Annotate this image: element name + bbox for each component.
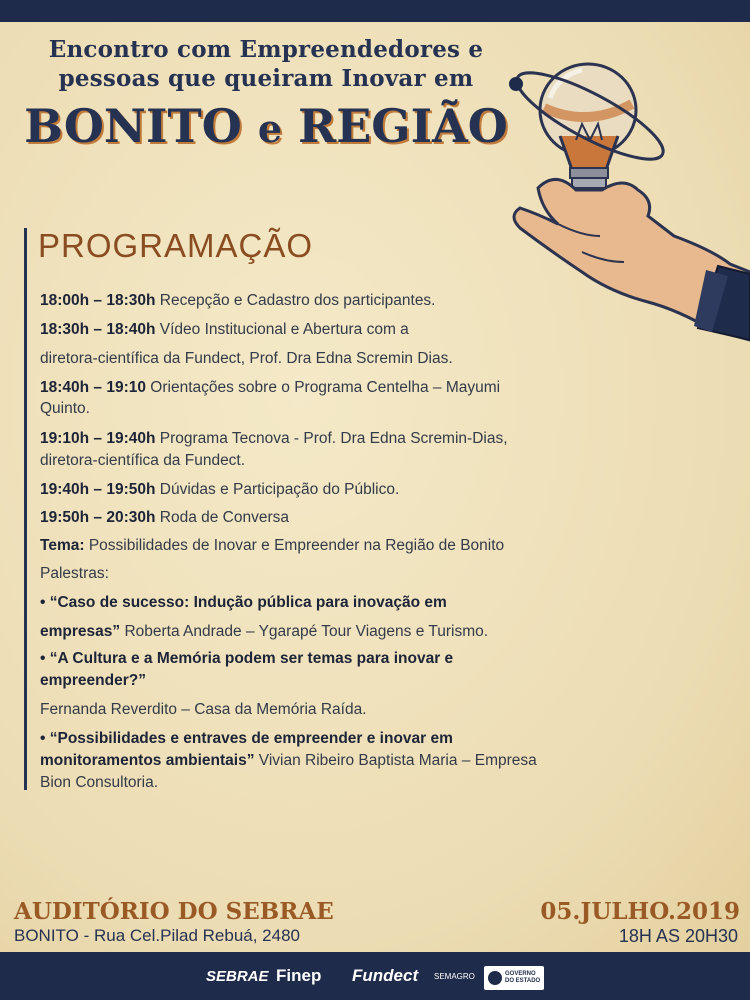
schedule-row: [40, 774, 158, 792]
schedule-row: [40, 565, 109, 583]
event-time: 18H AS 20H30: [618, 926, 738, 946]
schedule-text: Programa Tecnova - Prof. Dra Edna Scremin-Dias,: [155, 430, 508, 447]
schedule-row: [40, 481, 399, 499]
hand-holding-lightbulb-icon: [498, 40, 750, 380]
schedule-text: Vivian Ribeiro Baptista Maria – Empresa: [254, 752, 537, 769]
title-bonito: BONITO: [24, 99, 242, 153]
top-border-band: [0, 0, 750, 22]
schedule-text: Recepção e Cadastro dos participantes.: [155, 292, 436, 309]
schedule-text: Bion Consultoria.: [40, 774, 159, 791]
governo-crest-icon: [488, 971, 502, 985]
schedule-time: empreender?”: [40, 672, 146, 689]
schedule-row: [40, 730, 453, 748]
schedule-row: [40, 292, 436, 310]
schedule-time: 19:50h – 20:30h: [40, 509, 156, 526]
schedule-row: [40, 650, 453, 668]
poster-subtitle: [16, 35, 516, 93]
schedule-row: [40, 350, 453, 368]
semagro-logo: SEMAGRO: [434, 972, 475, 981]
schedule-row: [40, 672, 146, 690]
fundect-logo: Fundect: [352, 966, 419, 985]
schedule-text: Roberta Andrade – Ygarapé Tour Viagens e Turismo.: [120, 623, 489, 640]
event-date: 05.JULHO.2019: [540, 898, 740, 925]
schedule-row: [40, 752, 537, 770]
schedule-time: 18:00h – 18:30h: [40, 292, 156, 309]
schedule-row: [40, 452, 245, 470]
schedule-text: Possibilidades de Inovar e Empreender na Região de Bonito: [84, 537, 505, 554]
schedule-text: Fernanda Reverdito – Casa da Memória Raída.: [40, 701, 367, 718]
schedule-time: empresas”: [40, 623, 121, 640]
schedule-text: Quinto.: [40, 400, 90, 417]
schedule-time: monitoramentos ambientais”: [40, 752, 255, 769]
schedule-row: [40, 701, 367, 719]
title-regiao: REGIÃO: [298, 99, 508, 153]
schedule-text: diretora-científica da Fundect, Prof. Dra Edna Scremin Dias.: [40, 350, 453, 367]
schedule-row: [40, 400, 90, 418]
schedule-text: Palestras:: [40, 565, 109, 582]
schedule-text: diretora-científica da Fundect.: [40, 452, 246, 469]
schedule-row: [40, 430, 508, 448]
title-e: e: [257, 106, 282, 151]
finep-logo: Finep: [276, 966, 322, 985]
schedule-row: [40, 509, 289, 527]
schedule-row: [40, 537, 504, 555]
schedule-time: 18:40h – 19:10: [40, 379, 146, 396]
schedule-row: [40, 594, 447, 612]
poster-title: [16, 98, 516, 157]
programacao-accent-line: [24, 228, 27, 790]
schedule-row: [40, 623, 488, 641]
venue-address: BONITO - Rua Cel.Pilad Rebuá, 2480: [14, 926, 300, 945]
subtitle-line-2: pessoas que queiram Inovar em: [58, 65, 474, 92]
schedule-text: Dúvidas e Participação do Público.: [155, 481, 400, 498]
schedule-time: • “Caso de sucesso: Indução pública para inovação em: [40, 594, 447, 611]
governo-logo: [484, 966, 544, 990]
schedule-time: 18:30h – 18:40h: [40, 321, 156, 338]
subtitle-line-1: Encontro com Empreendedores e: [48, 36, 484, 63]
schedule-text: Orientações sobre o Programa Centelha – Mayumi: [146, 379, 501, 396]
schedule-row: [40, 379, 500, 397]
programacao-title: PROGRAMAÇÃO: [38, 227, 314, 264]
schedule-row: [40, 321, 409, 339]
schedule-time: 19:40h – 19:50h: [40, 481, 156, 498]
governo-logo-text: GOVERNO DO ESTADO: [505, 971, 541, 984]
schedule-time: • “Possibilidades e entraves de empreender e inovar em: [40, 730, 453, 747]
schedule-time: • “A Cultura e a Memória podem ser temas para inovar e: [40, 650, 454, 667]
sebrae-logo: SEBRAE: [206, 968, 269, 985]
schedule-time: 19:10h – 19:40h: [40, 430, 156, 447]
schedule-text: Vídeo Institucional e Abertura com a: [155, 321, 409, 338]
schedule-time: Tema:: [40, 537, 85, 554]
venue-name: AUDITÓRIO DO SEBRAE: [14, 898, 334, 925]
schedule-text: Roda de Conversa: [155, 509, 290, 526]
